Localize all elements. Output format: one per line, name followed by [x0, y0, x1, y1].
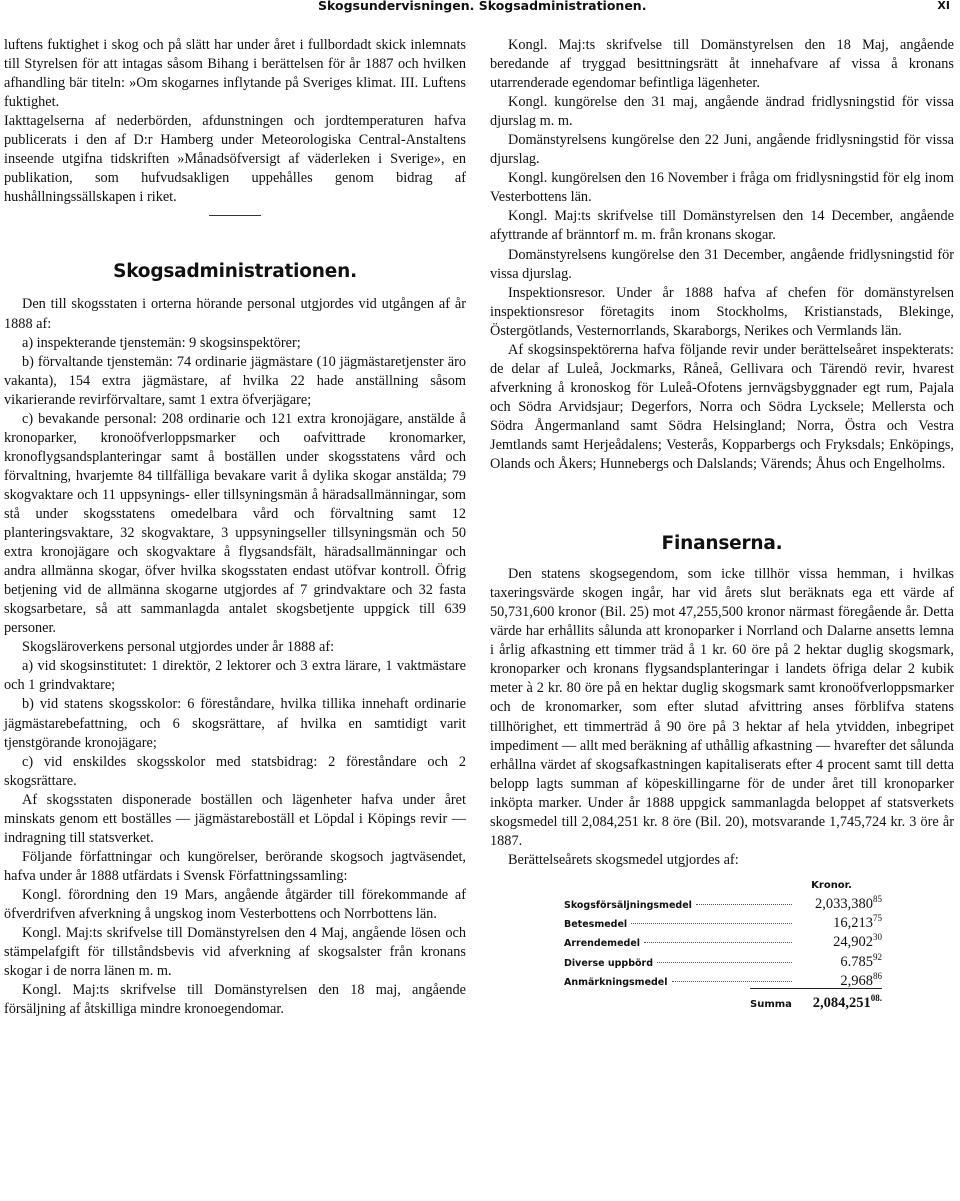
- ledger-row-amount: [796, 967, 882, 991]
- paragraph: Skogsläroverkens personal utgjordes under år 1888 af:: [22, 639, 335, 656]
- ledger-row-ore: 30: [873, 932, 882, 943]
- paragraph: b) vid statens skogsskolor: 6 föreståndare, hvilka tillika innehaft ordinarie jägmästarebefattning, och 6 skogsrättare, af hvilka en samtidigt varit tjenstgörande kronojägare;: [4, 696, 466, 751]
- paragraph: a) vid skogsinstitutet: 1 direktör, 2 lektorer och 3 extra lärare, 1 vaktmästare och 1 grindvaktare;: [4, 658, 466, 694]
- ledger-row: [564, 890, 882, 912]
- paragraph: c) bevakande personal: 208 ordinarie och 121 extra kronojägare, anstälde å kronoparker, kronoöfverloppsmarker och oafvittrade kronomarker, kronoflygsandsplanteringar samt å boställen under skogsstatens vård och förvaltning, hvarjemte 84 tillfälliga bevakare varit å dylika skogar anstälda; 79 skogvaktare och 11 uppsynings- eller tillsyningsmän å häradsallmänningar, som stå under skogsstatens omedelbara vård och förvaltning samt 12 planteringsvaktare, 32 skogvaktare, 3 uppsyningseller tillsyningsmän och 50 extra kronojägare och skogvaktare å flygsandsfält, häradsallmänningar och andra allmänna skogar, öfver hvilka skogsstaten endast utöfvar kontroll. Öfrig betjening vid de allmänna skogarne utgjordes af 7 grindvaktare och 32 fasta skogsarbetare, så att sammanlagda antalet skogsbetjente uppgick till 639 personer.: [4, 410, 466, 637]
- ledger-unit-label: Kronor.: [811, 879, 852, 891]
- ledger-sum-amount: [813, 989, 882, 1013]
- paragraph: Domänstyrelsens kungörelse den 22 Juni, angående fridlysningstid för vissa djurslag.: [490, 132, 954, 168]
- paragraph: Följande författningar och kungörelser, berörande skogsoch jagtväsendet, hafva under år 1888 utfärdats i Svensk Författningssamling:: [4, 848, 466, 884]
- ledger-row-ore: 85: [873, 893, 882, 904]
- section-heading-skogsadministrationen: Skogsadministrationen.: [113, 261, 357, 283]
- paragraph: Kongl. kungörelse den 31 maj, angående ändrad fridlysningstid för vissa djurslag m. m.: [490, 94, 954, 130]
- ledger-row-ore: 92: [873, 951, 882, 962]
- ledger-row-label: Betesmedel: [564, 919, 628, 930]
- right-column: [490, 36, 954, 1012]
- ledger-sum-ore: 08.: [870, 993, 882, 1004]
- paragraph: Kongl. Maj:ts skrifvelse till Domänstyrelsen den 4 Maj, angående lösen och stämpelafgift för tillståndsbevis vid afverkning af skogsalster från kronans skogar i de norra länen m. m.: [4, 925, 466, 980]
- paragraph: Inspektionsresor. Under år 1888 hafva af chefen för domänstyrelsen inspektionsresor företagits inom Stockholms, Kristianstads, Blekinge, Östergötlands, Vesternorrlands, Skaraborgs, Nerikes och Vermlands län.: [490, 284, 954, 339]
- paragraph: c) vid enskildes skogsskolor med statsbidrag: 2 föreståndare och 2 skogsrättare.: [4, 753, 466, 789]
- left-column: [4, 36, 466, 1019]
- ledger-dot-leader: [644, 942, 792, 943]
- ledger-row-kronor: 16,213: [833, 915, 873, 931]
- ledger-sum-row: [750, 988, 882, 1012]
- skogsmedel-ledger: [564, 876, 882, 1012]
- paragraph: Den till skogsstaten i orterna hörande personal utgjordes vid utgången af år 1888 af:: [4, 296, 466, 332]
- paragraph: luftens fuktighet i skog och på slätt har under året i fullbordadt skick inlemnats till Styrelsen för att intagas såsom Bihang i berättelsen för år 1887 och hvilken afhandling bär titeln: »Om skogarnes inflytande på Sveriges klimat. III. Luftens fuktighet.: [4, 37, 466, 111]
- paragraph: Kongl. Maj:ts skrifvelse till Domänstyrelsen den 18 Maj, angående beredande af tryggad besittningsrätt åt innehafvare af vissa å kronans utarrenderade egendomar befintliga lägenheter.: [490, 37, 954, 92]
- running-head: Skogsundervisningen. Skogsadministrationen.: [318, 0, 647, 13]
- ledger-sum-label: Summa: [750, 999, 792, 1011]
- paragraph: a) inspekterande tjenstemän: 9 skogsinspektörer;: [22, 334, 301, 351]
- paragraph: Kongl. Maj:ts skrifvelse till Domänstyrelsen den 18 maj, angående försäljning af åtskilliga mindre kronoegendomar.: [4, 982, 466, 1018]
- ledger-row-ore: 75: [873, 913, 882, 924]
- paragraph: Domänstyrelsens kungörelse den 31 December, angående fridlysningstid för vissa djurslag.: [490, 246, 954, 282]
- ledger-row-label: Skogsförsäljningsmedel: [564, 899, 692, 911]
- ledger-row-kronor: 2,968: [840, 972, 873, 989]
- ledger-row-ore: 86: [873, 971, 882, 982]
- ledger-sum-kronor: 2,084,251: [812, 995, 871, 1012]
- paragraph: Kongl. Maj:ts skrifvelse till Domänstyrelsen den 14 December, angående afyttrande af bränntorf m. m. från kronans skogar.: [490, 208, 954, 244]
- ledger-row-label: Anmärkningsmedel: [564, 976, 668, 988]
- ledger-row-kronor: 2,033,380: [815, 895, 873, 912]
- page-number: XI: [937, 0, 950, 12]
- paragraph: Den statens skogsegendom, som icke tillhör vissa hemman, i hvilkas taxeringsvärde skogen ingår, har vid årets slut beräknats ega ett värde af 50,731,600 kronor (Bil. 25) mot 47,255,500 kronor närmast föregående år. Detta värde har erhållits sålunda att kronoparker i Norrland och Dalarne ansetts lemna i årlig afkastning ett timmer träd å 1 kr. 60 öre på 2 hektar duglig skogsmark, kronoparker och kronans flygsandsplanteringar i landets öfriga delar 2 kubik meter à 2 kr. 80 öre på en hektar duglig skogsmark samt kronoöfverloppsmarker och de kronomarker, som efter slutad afvittring anses förblifva statens tillhörighet, ett timmerträd å 90 öre på 3 hektar af hela ytvidden, inbegripet impediment — allt med beräkning af uthållig afkastning — hvarefter det sålunda erhållna värdet af skogsafkastningen kapitaliserats efter 4 procent samt till detta belopp lagts summan af köpeskillingarne för de under året till kronoparker inköpta marker. Under år 1888 uppgick sammanlagda beloppet af statsverkets skogsmedel till 2,084,251 kr. 8 öre (Bil. 20), motsvarande 1,745,724 kr. 3 öre år 1887.: [490, 566, 954, 849]
- ledger-row-kronor: 24,902: [833, 934, 873, 951]
- ledger-dot-leader: [696, 904, 792, 905]
- ledger-dot-leader: [631, 923, 792, 924]
- paragraph: Kongl. kungörelsen den 16 November i fråga om fridlysningstid för elg inom Vesterbottens län.: [490, 170, 954, 206]
- ledger-rows: [564, 890, 882, 989]
- section-heading-finanserna: Finanserna.: [661, 533, 783, 555]
- paragraph: Af skogsstaten disponerade boställen och lägenheter hafva under året minskats genom ett boställes — jägmästareboställ et Löpdal i Köpings revir — indragning till statsverket.: [4, 791, 466, 846]
- page-header: [0, 0, 960, 18]
- separator-rule: [209, 215, 261, 216]
- paragraph: b) förvaltande tjenstemän: 74 ordinarie jägmästare (10 jägmästaretjenster äro vakanta), 154 extra jägmästare, af hvilka 22 hade anställning såsom vikarierande revirförvaltare, samt 1 extra öfverjägare;: [4, 353, 466, 408]
- ledger-row-label: Diverse uppbörd: [564, 957, 654, 969]
- ledger-row-label: Arrendemedel: [564, 938, 641, 950]
- paragraph: Berättelseårets skogsmedel utgjordes af:: [508, 851, 739, 868]
- ledger-dot-leader: [672, 981, 792, 982]
- paragraph: Af skogsinspektörerna hafva följande revir under berättelseåret inspekterats: de delar af Luleå, Jockmarks, Råneå, Gellivara och Tärendö revir, hvarest afverkning å kronoskog för Luleå-Ofotens jernvägsbyggnader egt rum, Pajala och Södra Arvidsjaur; Degerfors, Norra och Södra Lycksele; Mellersta och Södra Ångermanland samt Södra Helsingland; Norra, Östra och Vestra Jemtlands samt Herjeådalens; Vesterås, Kopparbergs och Fryksdals; Enköpings, Olands och Åkers; Hunnebergs och Dalslands; Värends; Åhus och Engelholms.: [490, 341, 954, 473]
- ledger-dot-leader: [657, 962, 792, 963]
- paragraph: Kongl. förordning den 19 Mars, angående åtgärder till förekommande af öfverdrifven afverkning å ungskog inom Vesterbottens och Norrbottens län.: [4, 886, 466, 922]
- paragraph: Iakttagelserna af nederbörden, afdunstningen och jordtemperaturen hafva publicerats i den af D:r Hamberg under Meteorologiska Central-Anstaltens inseende utgifna tidskriften »Månadsöfversigt af väderleken i Sverige», en publikation, som hufvudsakligen uppehålles genom bidrag af hushållningssällskapen i riket.: [4, 113, 466, 206]
- ledger-row-kronor: 6.785: [840, 953, 873, 970]
